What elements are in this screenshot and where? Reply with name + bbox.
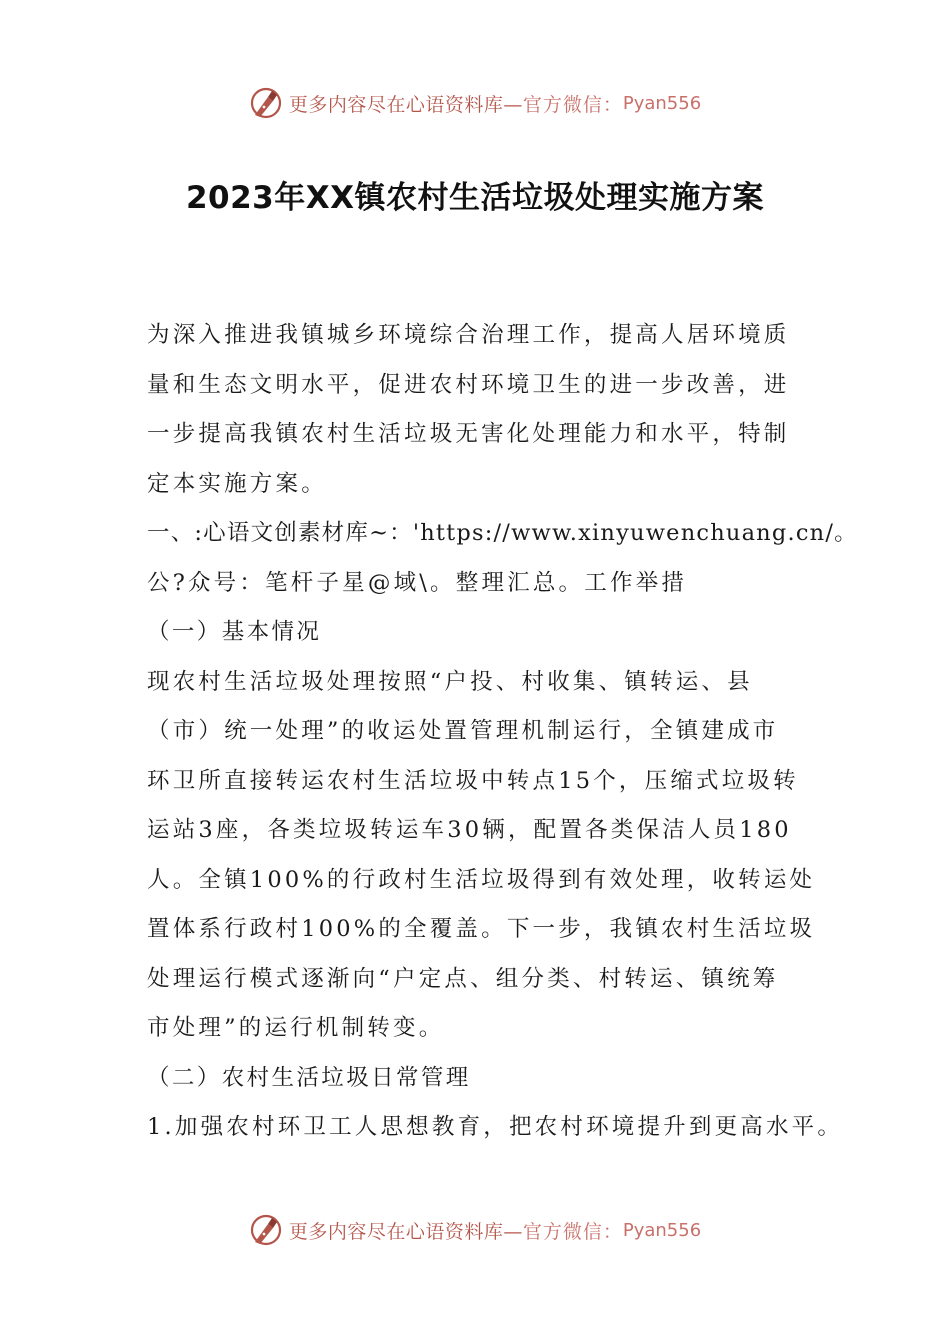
header-banner bbox=[0, 83, 950, 123]
body-line: 量和生态文明水平，促进农村环境卫生的进一步改善，进 bbox=[147, 371, 790, 398]
body-line: 市处理”的运行机制转变。 bbox=[147, 1015, 445, 1041]
section-heading: （一）基本情况 bbox=[147, 619, 322, 645]
banner-wechat-label: 官方微信： bbox=[522, 93, 623, 116]
body-line: 置体系行政村100%的全覆盖。下一步，我镇农村生活垃圾 bbox=[147, 916, 816, 942]
body-line: 一步提高我镇农村生活垃圾无害化处理能力和水平，特制 bbox=[147, 421, 790, 447]
banner-text: 更多内容尽在心语资料库— bbox=[288, 93, 523, 116]
body-line: 1.加强农村环卫工人思想教育，把农村环境提升到更高水平。 bbox=[147, 1114, 844, 1140]
body-line-url: 一、:心语文创素材库~：'https://www.xinyuwenchuang.cn/。 bbox=[147, 520, 858, 546]
banner-text: 更多内容尽在心语资料库— bbox=[288, 1220, 523, 1243]
document-title: 2023年XX镇农村生活垃圾处理实施方案 bbox=[185, 180, 765, 216]
footer-banner bbox=[0, 1210, 950, 1250]
fountain-pen-logo-icon bbox=[249, 86, 283, 120]
body-line: 人。全镇100%的行政村生活垃圾得到有效处理，收转运处 bbox=[147, 866, 816, 893]
section-heading: （二）农村生活垃圾日常管理 bbox=[147, 1064, 471, 1091]
body-line: 运站3座，各类垃圾转运车30辆，配置各类保洁人员180 bbox=[147, 817, 792, 843]
banner-wechat-id: Pyan556 bbox=[622, 1219, 702, 1241]
document-body bbox=[147, 311, 858, 1153]
body-line: 公?众号：笔杆子星@域\。整理汇总。工作举措 bbox=[147, 569, 688, 596]
fountain-pen-logo-icon bbox=[249, 1213, 283, 1247]
body-line: 处理运行模式逐渐向“户定点、组分类、村转运、镇统筹 bbox=[147, 965, 779, 992]
body-line: 定本实施方案。 bbox=[147, 470, 327, 497]
body-line: 环卫所直接转运农村生活垃圾中转点15个，压缩式垃圾转 bbox=[147, 767, 799, 794]
banner-wechat-id: Pyan556 bbox=[622, 92, 702, 114]
body-line: （市）统一处理”的收运处置管理机制运行，全镇建成市 bbox=[147, 718, 779, 744]
body-line: 现农村生活垃圾处理按照“户投、村收集、镇转运、县 bbox=[147, 668, 753, 695]
body-line: 为深入推进我镇城乡环境综合治理工作，提高人居环境质 bbox=[147, 322, 790, 348]
banner-wechat-label: 官方微信： bbox=[522, 1220, 623, 1243]
